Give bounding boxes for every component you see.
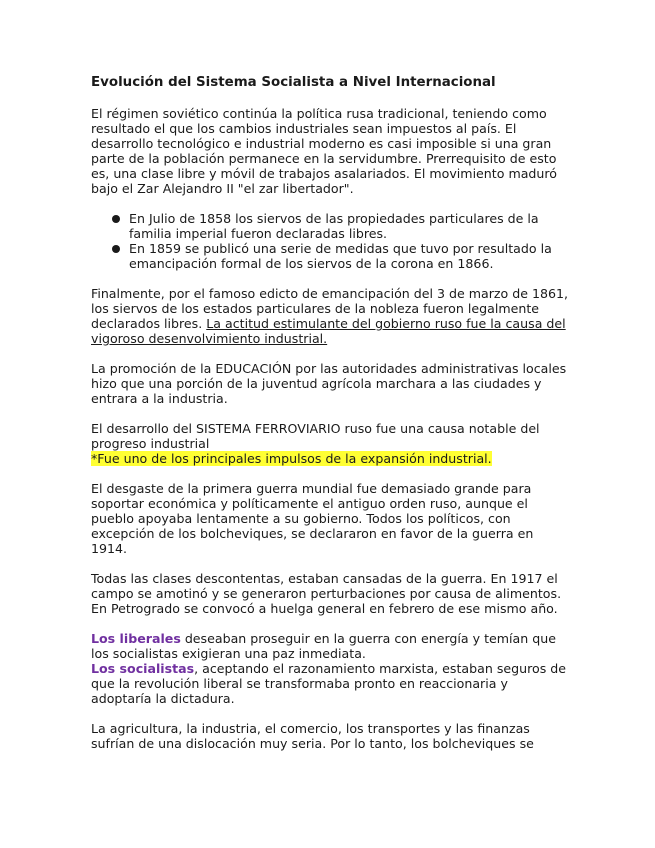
paragraph-emancipation	[91, 286, 569, 346]
document-body	[91, 74, 569, 766]
paragraph-discontent: Todas las clases descontentas, estaban cansadas de la guerra. En 1917 el campo se amotinó y se generaron perturbaciones por causa de alimentos. En Petrogrado se convocó a huelga general en febrero de ese mismo año.	[91, 571, 562, 616]
bullet-list	[91, 211, 569, 271]
paragraph-liberals	[91, 631, 569, 661]
paragraph-text: deseaban proseguir en la guerra con energía y temían que los socialistas exigieran una paz inmediata.	[91, 631, 556, 661]
paragraph-war: El desgaste de la primera guerra mundial fue demasiado grande para soportar económica y políticamente el antiguo orden ruso, aunque el pueblo apoyaba lentamente a su gobierno. Todos los políticos, con excepción de los bolcheviques, se declararon en favor de la guerra en 1914.	[91, 481, 534, 556]
paragraph-intro: El régimen soviético continúa la política rusa tradicional, teniendo como resultado el que los cambios industriales sean impuestos al país. El desarrollo tecnológico e industrial moderno es casi imposible si una gran parte de la población permanece en la servidumbre. Prerrequisito de esto es, una clase libre y móvil de trabajos asalariados. El movimiento maduró bajo el Zar Alejandro II "el zar libertador".	[91, 106, 558, 196]
underlined-text: La actitud estimulante del gobierno ruso fue la causa del vigoroso desenvolvimiento industrial.	[91, 316, 566, 346]
paragraph-socialists	[91, 661, 569, 706]
paragraph-railway	[91, 421, 569, 466]
paragraph-text: Finalmente, por el famoso edicto de emancipación del 3 de marzo de 1861, los siervos de los estados particulares de la nobleza fueron legalmente declarados libres.	[91, 286, 569, 331]
paragraph-economy: La agricultura, la industria, el comercio, los transportes y las finanzas sufrían de una dislocación muy seria. Por lo tanto, los bolcheviques se	[91, 721, 534, 751]
highlighted-text: *Fue uno de los principales impulsos de la expansión industrial.	[91, 451, 492, 466]
paragraph-text: El desarrollo del SISTEMA FERROVIARIO ruso fue una causa notable del progreso industrial	[91, 421, 540, 451]
socialists-label: Los socialistas	[91, 661, 195, 676]
paragraph-text: , aceptando el razonamiento marxista, estaban seguros de que la revolución liberal se transformaba pronto en reaccionaria y adoptaría la dictadura.	[91, 661, 567, 706]
liberals-label: Los liberales	[91, 631, 181, 646]
document-title: Evolución del Sistema Socialista a Nivel Internacional	[91, 75, 496, 90]
paragraph-education: La promoción de la EDUCACIÓN por las autoridades administrativas locales hizo que una porción de la juventud agrícola marchara a las ciudades y entrara a la industria.	[91, 361, 567, 406]
list-item: En 1859 se publicó una serie de medidas que tuvo por resultado la emancipación formal de los siervos de la corona en 1866.	[129, 241, 569, 271]
list-item: En Julio de 1858 los siervos de las propiedades particulares de la familia imperial fueron declaradas libres.	[129, 211, 569, 241]
